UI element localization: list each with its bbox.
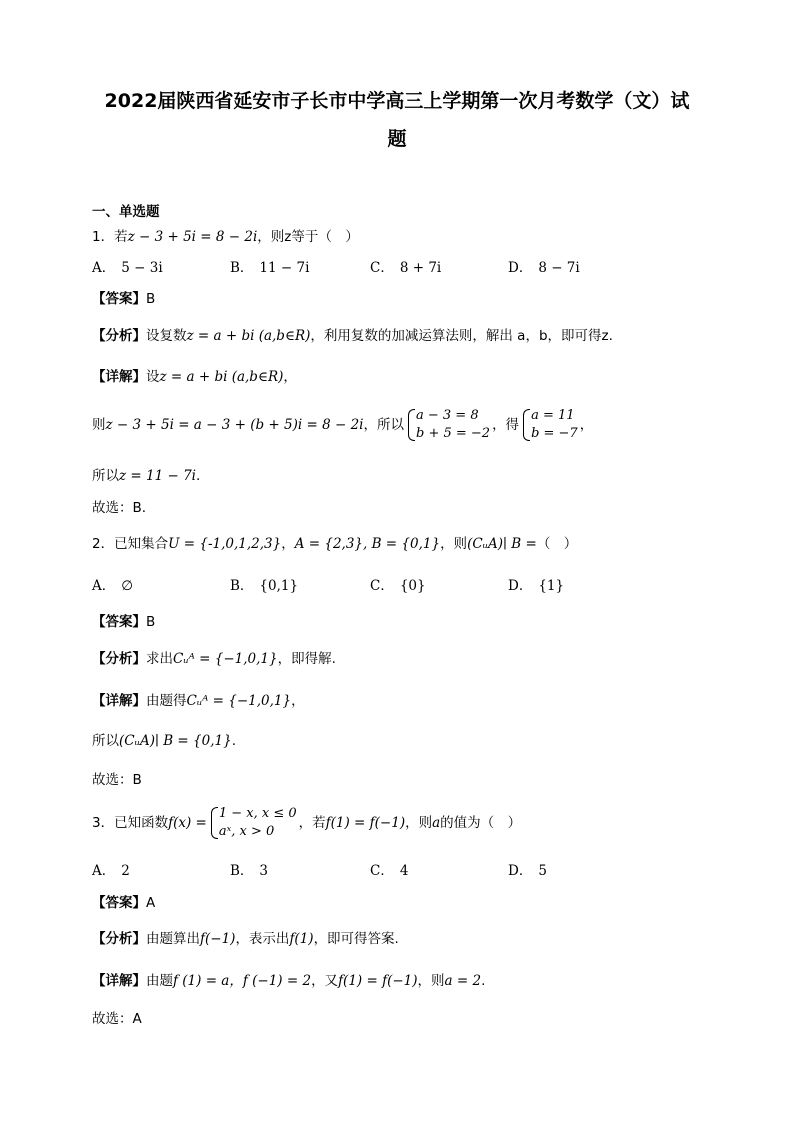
q2-option-b-label: B． — [230, 578, 254, 594]
q3-analysis — [92, 930, 399, 948]
q1-stem-expr: z − 3 + 5i = 8 − 2i — [127, 229, 258, 245]
q3-analysis-text-c: ，即可得答案. — [313, 931, 399, 947]
q2-stem — [92, 535, 577, 553]
q3-stem — [92, 805, 521, 841]
q1-option-b-label: B． — [230, 260, 254, 276]
q2-analysis-text-b: ，即得解. — [277, 651, 336, 667]
q3-piecewise-row2: aˣ, x > 0 — [218, 824, 275, 839]
q3-option-a-label: A． — [92, 863, 116, 879]
q1-so-expr: z = 11 − 7i — [119, 468, 196, 484]
q1-choose: 故选：B. — [92, 500, 147, 516]
q3-option-d[interactable] — [508, 862, 547, 880]
q1-detail-expr: z = a + bi (a,b∈R) — [159, 369, 284, 385]
q1-detail — [92, 368, 297, 386]
q3-piecewise-row1: 1 − x, x ≤ 0 — [218, 806, 297, 821]
q3-stem-f: f(x) = — [168, 815, 207, 831]
q2-option-a-text: ∅ — [121, 578, 134, 594]
q1-analysis-text-b: ，利用复数的加减运算法则，解出 a，b，即可得z. — [310, 328, 613, 344]
q1-sys2-row2: b = −7 — [531, 426, 578, 441]
q3-option-d-label: D． — [508, 863, 533, 879]
q3-detail-expr2: f(1) = f(−1) — [338, 973, 418, 989]
q2-option-d-label: D． — [508, 578, 533, 594]
q2-answer-value: B — [146, 614, 156, 630]
q3-stem-text-b: ，若 — [298, 815, 326, 831]
q1-equation-system-1 — [406, 407, 490, 443]
q1-stem-suffix: ，则z等于（ ） — [257, 229, 359, 245]
q3-detail-text-b: ，又 — [311, 973, 339, 989]
q2-detail-tag: 【详解】 — [92, 693, 146, 709]
q1-answer-tag: 【答案】 — [92, 291, 146, 307]
q1-so-text-a: 所以 — [92, 468, 119, 484]
q1-detail-line2 — [92, 407, 593, 443]
q1-option-a-label: A． — [92, 260, 116, 276]
q2-answer-tag: 【答案】 — [92, 614, 146, 630]
q2-analysis-tag: 【分析】 — [92, 651, 146, 667]
q1-answer — [92, 290, 155, 308]
q3-option-b[interactable] — [230, 862, 268, 880]
q3-detail-text-c: ，则 — [417, 973, 445, 989]
q3-stem-var: a — [432, 815, 441, 831]
q1-option-a-text: 5 − 3i — [121, 260, 163, 276]
q2-analysis-text-a: 求出 — [146, 651, 173, 667]
q1-stem — [92, 228, 359, 246]
q1-sys1-row2: b + 5 = −2 — [415, 426, 491, 441]
q3-option-d-text: 5 — [538, 863, 547, 879]
q1-conclusion — [92, 467, 200, 485]
q2-so-text-b: . — [231, 733, 236, 749]
q2-so-text-a: 所以 — [92, 733, 119, 749]
q1-option-b[interactable] — [230, 259, 309, 277]
q1-detail-text-b: ， — [283, 369, 297, 385]
q1-option-c[interactable] — [370, 259, 441, 277]
q2-conclusion — [92, 732, 236, 750]
q2-stem-expr3: (CᵤA)∣ B = — [467, 536, 537, 552]
q2-option-d[interactable] — [508, 577, 564, 595]
q1-option-b-text: 11 − 7i — [259, 260, 310, 276]
q2-option-a-label: A． — [92, 578, 116, 594]
q1-analysis-text-a: 设复数 — [146, 328, 187, 344]
q1-detail-tag: 【详解】 — [92, 369, 146, 385]
q2-so-expr: (CᵤA)∣ B = {0,1} — [119, 733, 232, 749]
q1-line2-text-d: ， — [579, 417, 594, 433]
q2-analysis — [92, 650, 336, 668]
q3-option-a-text: 2 — [121, 863, 130, 879]
q3-stem-text-d: 的值为（ ） — [440, 815, 522, 831]
q2-option-d-text: {1} — [538, 578, 565, 594]
q2-stem-text-b: ， — [281, 536, 295, 552]
q2-choose: 故选：B — [92, 772, 142, 788]
q3-analysis-text-a: 由题算出 — [146, 931, 200, 947]
q1-stem-prefix: 1．若 — [92, 229, 128, 245]
q3-answer-value: A — [146, 895, 156, 911]
document-title-line2: 题 — [387, 128, 407, 150]
q3-analysis-text-b: ，表示出 — [235, 931, 290, 947]
q1-answer-value: B — [146, 291, 156, 307]
q1-option-d[interactable] — [508, 259, 580, 277]
q3-option-c[interactable] — [370, 862, 408, 880]
q1-line2-text-c: ，得 — [492, 417, 520, 433]
q2-detail-expr: Cᵤᴬ = {−1,0,1} — [186, 693, 292, 709]
q3-analysis-tag: 【分析】 — [92, 931, 146, 947]
q3-answer-tag: 【答案】 — [92, 895, 146, 911]
section-heading: 一、单选题 — [92, 204, 160, 220]
q3-answer — [92, 894, 155, 912]
q1-sys2-row1: a = 11 — [531, 408, 575, 423]
document-title-line1: 2022届陕西省延安市子长市中学高三上学期第一次月考数学（文）试 — [104, 90, 690, 112]
q2-detail-text-a: 由题得 — [146, 693, 187, 709]
q1-option-c-label: C． — [370, 260, 394, 276]
q3-detail-text-d: . — [481, 973, 486, 989]
q1-line2-text-b: ，所以 — [363, 417, 404, 433]
q1-detail-text-a: 设 — [146, 369, 160, 385]
q1-analysis-expr: z = a + bi (a,b∈R) — [186, 328, 311, 344]
q3-stem-text-c: ，则 — [405, 815, 433, 831]
q3-detail-expr3: a = 2 — [444, 973, 482, 989]
q1-so-text-b: . — [196, 468, 201, 484]
q3-option-c-label: C． — [370, 863, 394, 879]
q2-option-b-text: {0,1} — [259, 578, 299, 594]
q2-analysis-expr: Cᵤᴬ = {−1,0,1} — [173, 651, 278, 667]
q2-option-b[interactable] — [230, 577, 298, 595]
q3-detail — [92, 972, 485, 990]
q2-detail — [92, 692, 305, 710]
q3-option-a[interactable] — [92, 862, 130, 880]
q1-line2-expr: z − 3 + 5i = a − 3 + (b + 5)i = 8 − 2i — [105, 417, 364, 433]
q3-option-c-text: 4 — [399, 863, 409, 879]
q2-stem-text-c: ，则 — [440, 536, 468, 552]
q1-option-a[interactable] — [92, 259, 163, 277]
q3-analysis-expr1: f(−1) — [200, 931, 236, 947]
q1-option-d-text: 8 − 7i — [538, 260, 580, 276]
q2-detail-text-b: ， — [291, 693, 305, 709]
q2-stem-text-a: 2．已知集合 — [92, 536, 169, 552]
q3-choose: 故选：A — [92, 1011, 142, 1027]
q3-analysis-expr2: f(1) — [289, 931, 314, 947]
q2-stem-expr1: U = {-1,0,1,2,3} — [168, 536, 282, 552]
q3-option-b-text: 3 — [259, 863, 269, 879]
q1-analysis-tag: 【分析】 — [92, 328, 146, 344]
q1-option-d-label: D． — [508, 260, 533, 276]
q2-option-a[interactable] — [92, 577, 133, 595]
q2-answer — [92, 613, 155, 631]
q3-piecewise-function — [209, 805, 297, 841]
q3-detail-tag: 【详解】 — [92, 973, 146, 989]
q2-stem-expr2: A = {2,3}, B = {0,1} — [294, 536, 441, 552]
q1-option-c-text: 8 + 7i — [399, 260, 442, 276]
q2-option-c-label: C． — [370, 578, 394, 594]
q3-option-b-label: B． — [230, 863, 254, 879]
q2-option-c-text: {0} — [399, 578, 426, 594]
q3-detail-expr1: f (1) = a，f (−1) = 2 — [173, 973, 312, 989]
q1-equation-system-2 — [521, 407, 578, 443]
q3-stem-text-a: 3．已知函数 — [92, 815, 169, 831]
q3-detail-text-a: 由题 — [146, 973, 173, 989]
q2-option-c[interactable] — [370, 577, 426, 595]
q3-stem-expr: f(1) = f(−1) — [325, 815, 406, 831]
q2-stem-text-d: （ ） — [536, 536, 578, 552]
q1-line2-text-a: 则 — [92, 417, 106, 433]
q1-analysis — [92, 327, 613, 345]
q1-sys1-row1: a − 3 = 8 — [415, 408, 479, 423]
